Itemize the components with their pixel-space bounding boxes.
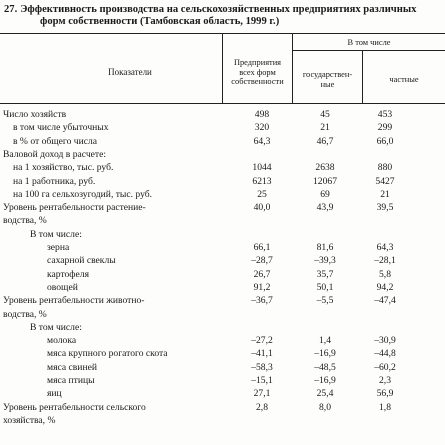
value-state: 35,7 (316, 268, 334, 280)
value-all-forms: 320 (254, 122, 270, 134)
row-label: мяса крупного рогатого скота (47, 348, 168, 360)
table-row (0, 109, 445, 120)
value-all-forms: –28,7 (251, 255, 273, 267)
value-state: 69 (320, 188, 330, 200)
value-all-forms: 66,1 (253, 242, 271, 253)
table-row (0, 215, 445, 226)
table-row (0, 402, 445, 413)
value-private: –30,9 (374, 335, 396, 347)
value-state: –5,5 (316, 295, 334, 307)
title-line-1: Эффективность производства на сельскохозяйственных предприятиях различных (20, 4, 417, 15)
row-label: мяса птицы (47, 375, 95, 386)
row-label: на 1 хозяйство, тыс. руб. (13, 162, 114, 174)
value-state: 21 (320, 122, 330, 134)
table-row (0, 149, 445, 160)
table-row (0, 322, 445, 333)
value-private: 453 (377, 109, 393, 120)
row-label: мяса свиней (47, 361, 97, 373)
row-label: сахарной свеклы (47, 255, 116, 267)
value-all-forms: 25 (257, 188, 267, 200)
table-row (0, 242, 445, 253)
row-label: овощей (47, 281, 78, 293)
row-label: Валовой доход в расчете: (3, 148, 107, 160)
header-state-line-1: государствен- (302, 70, 353, 79)
row-label: картофеля (47, 268, 89, 280)
value-all-forms: –41,1 (251, 348, 273, 360)
row-label: В том числе: (30, 321, 82, 333)
table-row (0, 189, 445, 200)
value-all-forms: –27,2 (251, 335, 273, 347)
row-label: Число хозяйств (3, 109, 67, 120)
value-state: 81,6 (316, 242, 334, 253)
row-label: Уровень рентабельности животно- (3, 295, 145, 307)
value-all-forms: 26,7 (253, 268, 271, 280)
value-private: 56,9 (376, 388, 394, 400)
header-subrule (292, 50, 445, 51)
value-state: 12067 (313, 175, 337, 187)
table-row (0, 202, 445, 213)
table-row (0, 162, 445, 173)
table-row (0, 269, 445, 280)
table-row (0, 309, 445, 320)
table-row (0, 229, 445, 240)
table-row (0, 375, 445, 386)
value-state: 45 (320, 109, 330, 120)
row-label: в том числе убыточных (13, 122, 109, 134)
value-all-forms: 27,1 (253, 388, 271, 400)
value-state: –39,3 (314, 255, 336, 267)
header-private: частные (389, 75, 419, 84)
value-private: 64,3 (376, 242, 394, 253)
row-label: молока (47, 335, 77, 347)
value-state: 8,0 (319, 401, 331, 413)
value-all-forms: –15,1 (251, 375, 273, 386)
table-number: 27. (4, 4, 18, 15)
header-all-forms (223, 58, 292, 87)
value-state: 50,1 (316, 281, 334, 293)
title-line-2: форм собственности (Тамбовская область, 1999 г.) (40, 16, 280, 27)
table-title (4, 4, 441, 28)
value-state: 43,9 (316, 202, 334, 214)
header-all-forms-line-3: собственности (231, 77, 284, 86)
header-state (293, 70, 362, 89)
value-all-forms: 6213 (252, 175, 272, 187)
value-all-forms: 498 (254, 109, 270, 120)
value-state: –16,9 (314, 375, 336, 386)
table-row (0, 388, 445, 399)
value-private: 39,5 (376, 202, 394, 214)
value-private: –60,2 (374, 361, 396, 373)
value-all-forms: 1044 (252, 162, 272, 174)
table-row (0, 122, 445, 133)
value-state: 2638 (315, 162, 335, 174)
value-private: 5,8 (379, 268, 391, 280)
value-state: –16,9 (314, 348, 336, 360)
row-label: в % от общего числа (13, 135, 98, 147)
value-state: 25,4 (316, 388, 334, 400)
row-label: на 100 га сельхозугодий, тыс. руб. (13, 188, 153, 200)
row-label: водства, % (3, 215, 47, 227)
value-all-forms: 40,0 (253, 202, 271, 214)
table-row (0, 176, 445, 187)
value-private: –44,8 (374, 348, 396, 360)
value-state: –48,5 (314, 361, 336, 373)
value-all-forms: 91,2 (253, 281, 271, 293)
row-label: зерна (47, 242, 70, 253)
value-all-forms: –58,3 (251, 361, 273, 373)
header-state-line-2: ные (320, 79, 335, 89)
value-private: 299 (377, 122, 393, 134)
row-label: яиц (47, 388, 62, 400)
value-private: –47,4 (374, 295, 396, 307)
table-row (0, 415, 445, 426)
value-state: 1,4 (319, 335, 331, 347)
value-private: –28,1 (374, 255, 396, 267)
header-including: В том числе (347, 38, 391, 47)
value-all-forms: 64,3 (253, 135, 271, 147)
value-private: 94,2 (376, 281, 394, 293)
table-row (0, 362, 445, 373)
table-row (0, 282, 445, 293)
table-row (0, 136, 445, 147)
table-row (0, 255, 445, 266)
value-state: 46,7 (316, 135, 334, 147)
value-private: 21 (380, 188, 390, 200)
value-private: 66,0 (376, 135, 394, 147)
value-private: 2,3 (379, 375, 391, 386)
row-label: хозяйства, % (3, 414, 56, 426)
value-all-forms: 2,8 (256, 401, 268, 413)
table-row (0, 348, 445, 359)
table-row (0, 295, 445, 306)
value-private: 880 (377, 162, 393, 174)
row-label: Уровень рентабельности растение- (3, 202, 146, 214)
row-label: на 1 работника, руб. (13, 175, 96, 187)
header-indicators: Показатели (108, 67, 152, 77)
table-row (0, 335, 445, 346)
value-private: 5427 (375, 175, 395, 187)
row-label: В том числе: (30, 228, 82, 240)
row-label: водства, % (3, 308, 47, 320)
row-label: Уровень рентабельности сельского (3, 401, 146, 413)
value-private: 1,8 (379, 401, 391, 413)
header-all-forms-line-2: всех форм (239, 67, 276, 77)
value-all-forms: –36,7 (251, 295, 273, 307)
header-all-forms-line-1: Предприятия (233, 58, 282, 67)
